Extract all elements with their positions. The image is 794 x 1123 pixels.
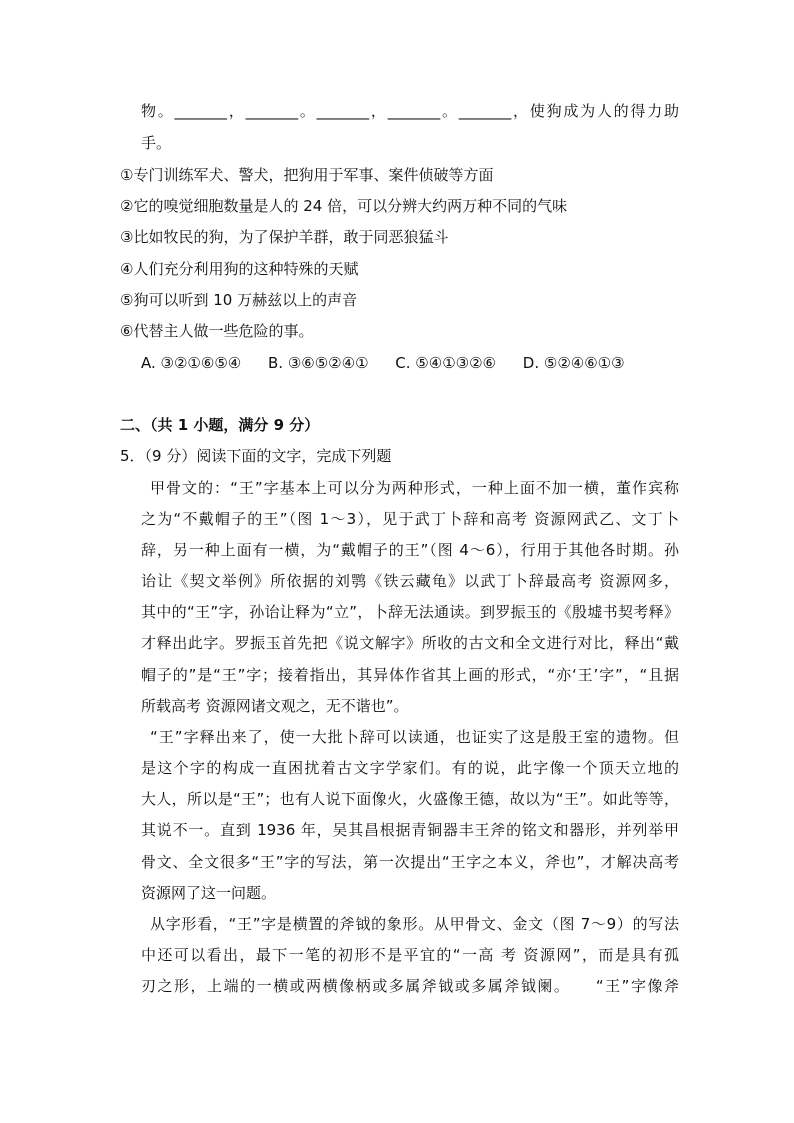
passage-line: 刃之形，上端的一横或两横像柄或多属斧钺或多属斧钺阑。 “王”字像斧: [141, 977, 679, 995]
passage-line: 之为“不戴帽子的王”（图 1～3），见于武丁卜辞和高考 资源网武乙、文丁卜: [141, 510, 679, 528]
question-title: 5．（9 分）阅读下面的文字，完成下列题: [120, 447, 392, 465]
option-item-2: ②它的嗅觉细胞数量是人的 24 倍，可以分辨大约两万种不同的气味: [120, 197, 568, 215]
passage-line: 辞，另一种上面有一横，为“戴帽子的王”（图 4～6），行用于其他各时期。孙: [141, 541, 679, 559]
option-item-4: ④人们充分利用狗的这种特殊的天赋: [120, 260, 359, 278]
answer-option-c[interactable]: C. ⑤④①③②⑥: [395, 354, 496, 372]
passage-line: 资源网了这一问题。: [141, 884, 277, 902]
passage-line: 从字形看，“王”字是横置的斧钺的象形。从甲骨文、金文（图 7～9）的写法: [150, 915, 679, 933]
option-item-1: ①专门训练军犬、警犬，把狗用于军事、案件侦破等方面: [120, 166, 494, 184]
answer-options: [141, 353, 661, 373]
answer-option-a[interactable]: A. ③②①⑥⑤④: [141, 354, 242, 372]
passage-line: 是这个字的构成一直困扰着古文字学家们。有的说，此字像一个顶天立地的: [141, 759, 679, 777]
passage-line: 诒让《契文举例》所依据的刘鹗《铁云藏龟》以武丁卜辞最高考 资源网多，: [141, 572, 679, 590]
passage-line: 中还可以看出，最下一笔的初形不是平宜的“一高 考 资源网”，而是具有孤: [141, 946, 679, 964]
passage-line: 骨文、全文很多“王”字的写法，第一次提出“王字之本义，斧也”，才解决高考: [141, 853, 679, 871]
option-item-6: ⑥代替主人做一些危险的事。: [120, 322, 314, 340]
passage-line: 才释出此字。罗振玉首先把《说文解字》所收的古文和全文进行对比，释出“戴: [141, 634, 679, 652]
answer-option-d[interactable]: D. ⑤②④⑥①③: [522, 354, 625, 372]
fill-in-line-1: 物。_______，_______。_______，_______。_______，使狗成为人的得力助: [141, 102, 679, 120]
option-item-5: ⑤狗可以听到 10 万赫兹以上的声音: [120, 291, 358, 309]
passage-line: 所载高考 资源网诸文观之，无不谐也”。: [141, 697, 409, 715]
fill-in-line-2: 手。: [141, 134, 172, 152]
passage-line: 其中的“王”字，孙诒让释为“立”，卜辞无法通读。到罗振玉的《殷墟书契考释》: [141, 603, 679, 621]
answer-option-b[interactable]: B. ③⑥⑤②④①: [268, 354, 369, 372]
passage-line: 甲骨文的：“王”字基本上可以分为两种形式，一种上面不加一横，董作宾称: [150, 479, 679, 497]
option-item-3: ③比如牧民的狗，为了保护羊群，敢于同恶狼猛斗: [120, 228, 449, 246]
passage-line: 大人，所以是“王”；也有人说下面像火，火盛像王德，故以为“王”。如此等等，: [141, 790, 679, 808]
passage-line: 帽子的”是“王”字；接着指出，其异体作省其上画的形式，“亦‘王’字”，“且据: [141, 666, 679, 684]
section-heading: 二、（共 1 小题，满分 9 分）: [120, 416, 320, 434]
passage-line: 其说不一。直到 1936 年，吴其昌根据青铜器丰王斧的铭文和器形，并列举甲: [141, 821, 679, 839]
passage-line: “王”字释出来了，使一大批卜辞可以读通，也证实了这是殷王室的遗物。但: [150, 728, 679, 746]
